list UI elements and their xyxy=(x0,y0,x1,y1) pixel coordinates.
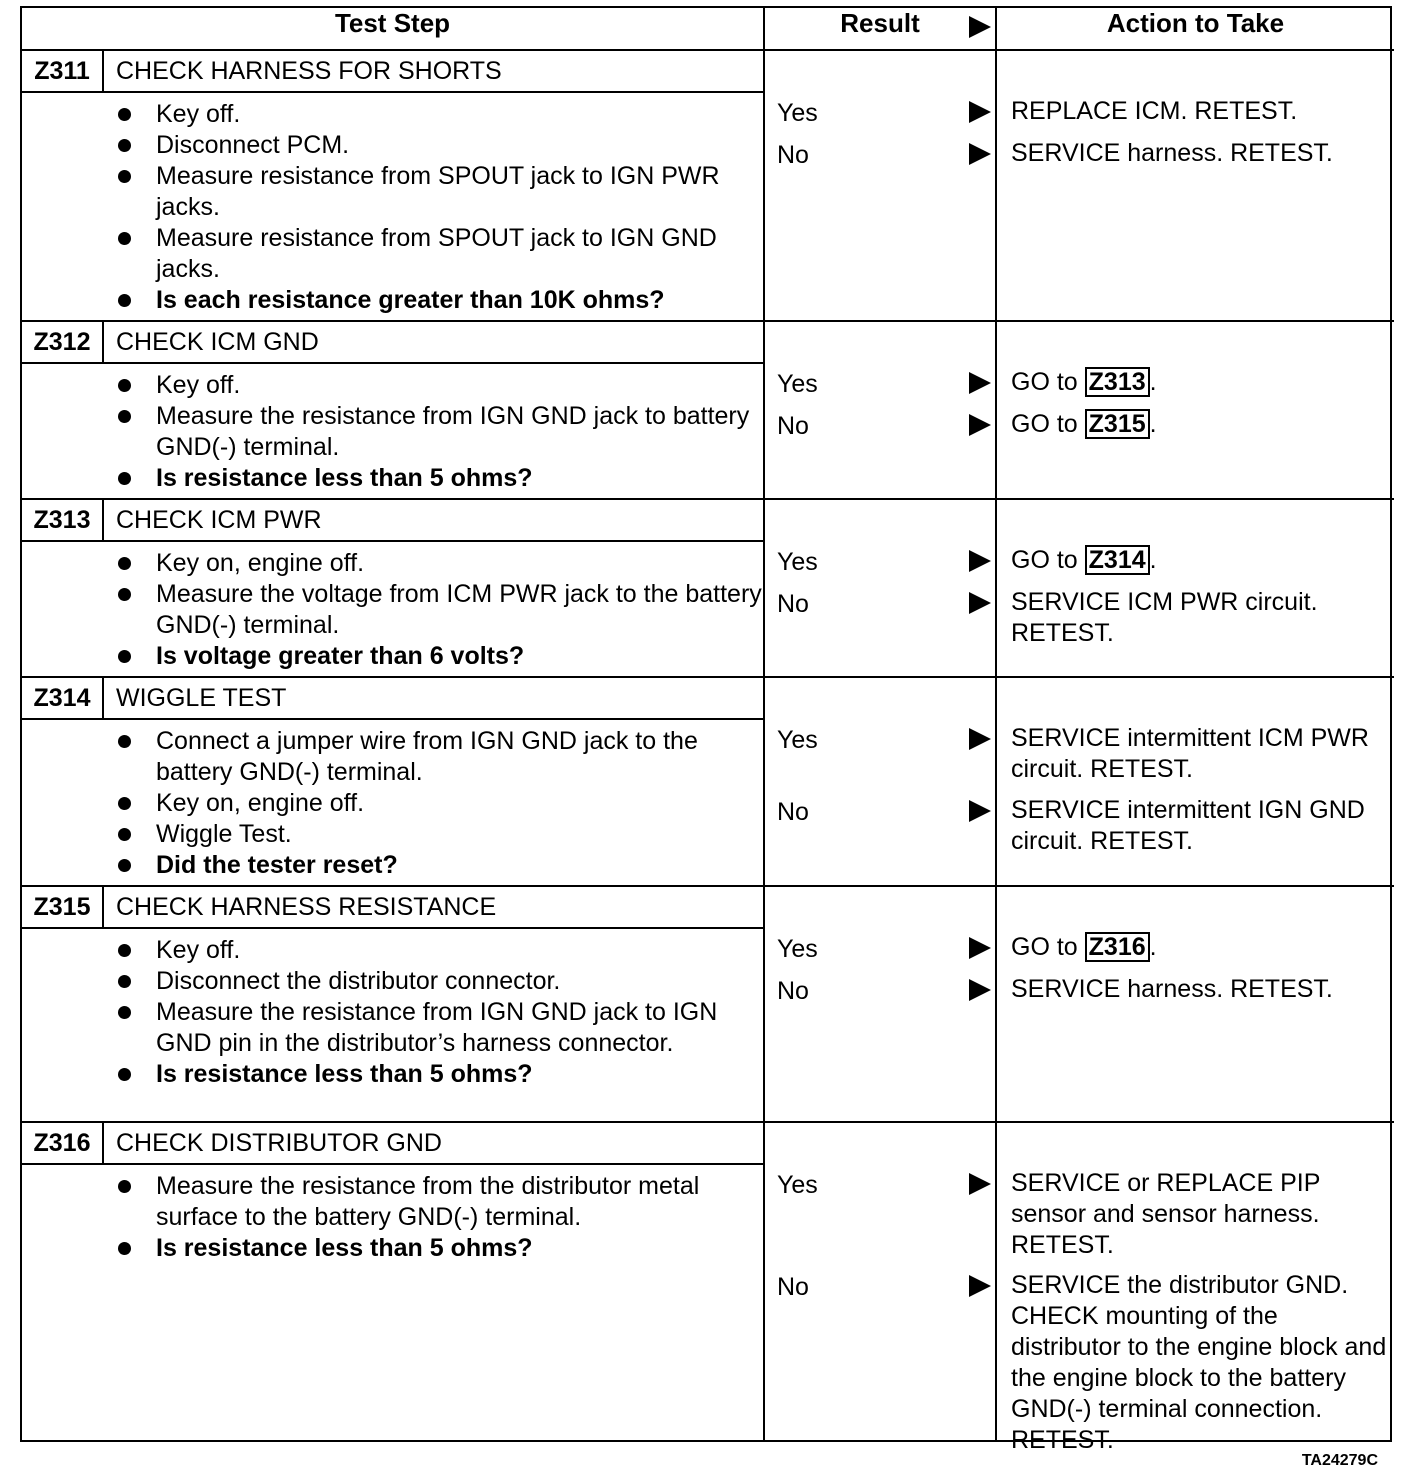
step-row-z314 xyxy=(22,677,1394,886)
arrow-icon xyxy=(969,728,991,750)
step-bullet: Key on, engine off. xyxy=(118,788,763,819)
result-no: No xyxy=(777,590,809,618)
arrow-icon xyxy=(969,101,991,123)
result-yes: Yes xyxy=(777,935,818,963)
step-cell xyxy=(22,321,764,499)
step-cell xyxy=(22,1122,764,1440)
action-cell xyxy=(996,677,1394,886)
step-title: WIGGLE TEST xyxy=(116,683,287,712)
step-id: Z314 xyxy=(22,678,104,718)
header-test-step: Test Step xyxy=(22,8,764,50)
step-bullet: Measure resistance from SPOUT jack to IGN GND jacks. xyxy=(118,223,763,285)
step-bullet: Key off. xyxy=(118,935,763,966)
result-no: No xyxy=(777,977,809,1005)
result-cell xyxy=(764,499,996,677)
step-bullet: Measure the resistance from the distributor metal surface to the battery GND(-) terminal. xyxy=(118,1171,763,1233)
action-no: GO to Z315 . xyxy=(1011,410,1157,438)
result-yes: Yes xyxy=(777,99,818,127)
arrow-icon xyxy=(969,1173,991,1195)
action-prefix: GO to xyxy=(1011,368,1078,396)
result-yes: Yes xyxy=(777,548,818,576)
action-no: SERVICE intermittent IGN GND circuit. RETEST. xyxy=(1011,796,1365,855)
step-bullet: Key off. xyxy=(118,99,763,130)
step-question: Did the tester reset? xyxy=(118,850,763,881)
header-result xyxy=(764,8,996,50)
result-no: No xyxy=(777,412,809,440)
figure-code: TA24279C xyxy=(1301,1452,1378,1469)
action-cell xyxy=(996,50,1394,321)
arrow-icon xyxy=(969,1275,991,1297)
step-title: CHECK HARNESS RESISTANCE xyxy=(116,892,497,921)
action-no: SERVICE ICM PWR circuit. RETEST. xyxy=(1011,588,1318,647)
step-title: CHECK HARNESS FOR SHORTS xyxy=(116,56,502,85)
step-bullet: Key off. xyxy=(118,370,763,401)
diagnostic-table xyxy=(20,6,1392,1454)
step-id: Z316 xyxy=(22,1123,104,1163)
arrow-icon xyxy=(969,143,991,165)
action-yes: REPLACE ICM. RETEST. xyxy=(1011,97,1298,125)
arrow-icon xyxy=(969,550,991,572)
step-bullet: Key on, engine off. xyxy=(118,548,763,579)
result-yes: Yes xyxy=(777,726,818,754)
step-title: CHECK ICM GND xyxy=(116,327,319,356)
step-bullet: Disconnect the distributor connector. xyxy=(118,966,763,997)
result-cell xyxy=(764,1122,996,1440)
step-cell xyxy=(22,499,764,677)
step-id: Z311 xyxy=(22,51,104,91)
result-cell xyxy=(764,321,996,499)
arrow-icon xyxy=(969,16,991,38)
step-reference[interactable]: Z313 xyxy=(1085,367,1150,397)
result-yes: Yes xyxy=(777,370,818,398)
arrow-icon xyxy=(969,979,991,1001)
arrow-icon xyxy=(969,800,991,822)
step-question: Is each resistance greater than 10K ohms? xyxy=(118,285,763,316)
result-cell xyxy=(764,886,996,1122)
result-no: No xyxy=(777,141,809,169)
step-question: Is voltage greater than 6 volts? xyxy=(118,641,763,672)
step-bullet: Measure the resistance from IGN GND jack to IGN GND pin in the distributor’s harness connector. xyxy=(118,997,763,1059)
action-prefix: GO to xyxy=(1011,933,1078,961)
step-cell xyxy=(22,50,764,321)
action-yes: GO to Z316 . xyxy=(1011,933,1157,961)
step-row-z315 xyxy=(22,886,1394,1122)
step-row-z311 xyxy=(22,50,1394,321)
action-no: SERVICE harness. RETEST. xyxy=(1011,975,1333,1003)
step-bullet: Measure resistance from SPOUT jack to IGN PWR jacks. xyxy=(118,161,763,223)
step-bullet: Disconnect PCM. xyxy=(118,130,763,161)
step-cell xyxy=(22,886,764,1122)
step-bullet: Wiggle Test. xyxy=(118,819,763,850)
result-no: No xyxy=(777,1273,809,1301)
action-no: SERVICE the distributor GND. CHECK mounting of the distributor to the engine block and the engine block to the battery GND(-) terminal connection. RETEST. xyxy=(1011,1271,1387,1454)
action-prefix: GO to xyxy=(1011,410,1078,438)
step-bullet: Measure the resistance from IGN GND jack to battery GND(-) terminal. xyxy=(118,401,763,463)
action-cell xyxy=(996,499,1394,677)
result-cell xyxy=(764,50,996,321)
step-row-z316 xyxy=(22,1122,1394,1440)
header-result-label: Result xyxy=(840,8,920,38)
result-no: No xyxy=(777,798,809,826)
step-id: Z315 xyxy=(22,887,104,927)
step-cell xyxy=(22,677,764,886)
step-bullet: Measure the voltage from ICM PWR jack to the battery GND(-) terminal. xyxy=(118,579,763,641)
action-yes: GO to Z314 . xyxy=(1011,546,1157,574)
action-no: SERVICE harness. RETEST. xyxy=(1011,139,1333,167)
step-id: Z312 xyxy=(22,322,104,362)
action-yes: SERVICE or REPLACE PIP sensor and sensor harness. RETEST. xyxy=(1011,1169,1320,1259)
step-row-z312 xyxy=(22,321,1394,499)
action-prefix: GO to xyxy=(1011,546,1078,574)
result-cell xyxy=(764,677,996,886)
action-cell xyxy=(996,886,1394,1122)
action-cell xyxy=(996,1122,1394,1454)
test-table xyxy=(22,8,1394,1454)
step-id: Z313 xyxy=(22,500,104,540)
step-row-z313 xyxy=(22,499,1394,677)
action-yes: SERVICE intermittent ICM PWR circuit. RETEST. xyxy=(1011,724,1369,783)
result-yes: Yes xyxy=(777,1171,818,1199)
step-question: Is resistance less than 5 ohms? xyxy=(118,1059,763,1090)
arrow-icon xyxy=(969,414,991,436)
action-yes: GO to Z313 . xyxy=(1011,368,1157,396)
step-title: CHECK ICM PWR xyxy=(116,505,322,534)
action-cell xyxy=(996,321,1394,499)
arrow-icon xyxy=(969,372,991,394)
step-reference[interactable]: Z314 xyxy=(1085,545,1150,575)
step-question: Is resistance less than 5 ohms? xyxy=(118,1233,763,1264)
step-question: Is resistance less than 5 ohms? xyxy=(118,463,763,494)
step-title: CHECK DISTRIBUTOR GND xyxy=(116,1128,442,1157)
step-reference[interactable]: Z315 xyxy=(1085,409,1150,439)
header-action: Action to Take xyxy=(996,8,1394,50)
step-reference[interactable]: Z316 xyxy=(1085,932,1150,962)
arrow-icon xyxy=(969,592,991,614)
step-bullet: Connect a jumper wire from IGN GND jack to the battery GND(-) terminal. xyxy=(118,726,763,788)
arrow-icon xyxy=(969,937,991,959)
